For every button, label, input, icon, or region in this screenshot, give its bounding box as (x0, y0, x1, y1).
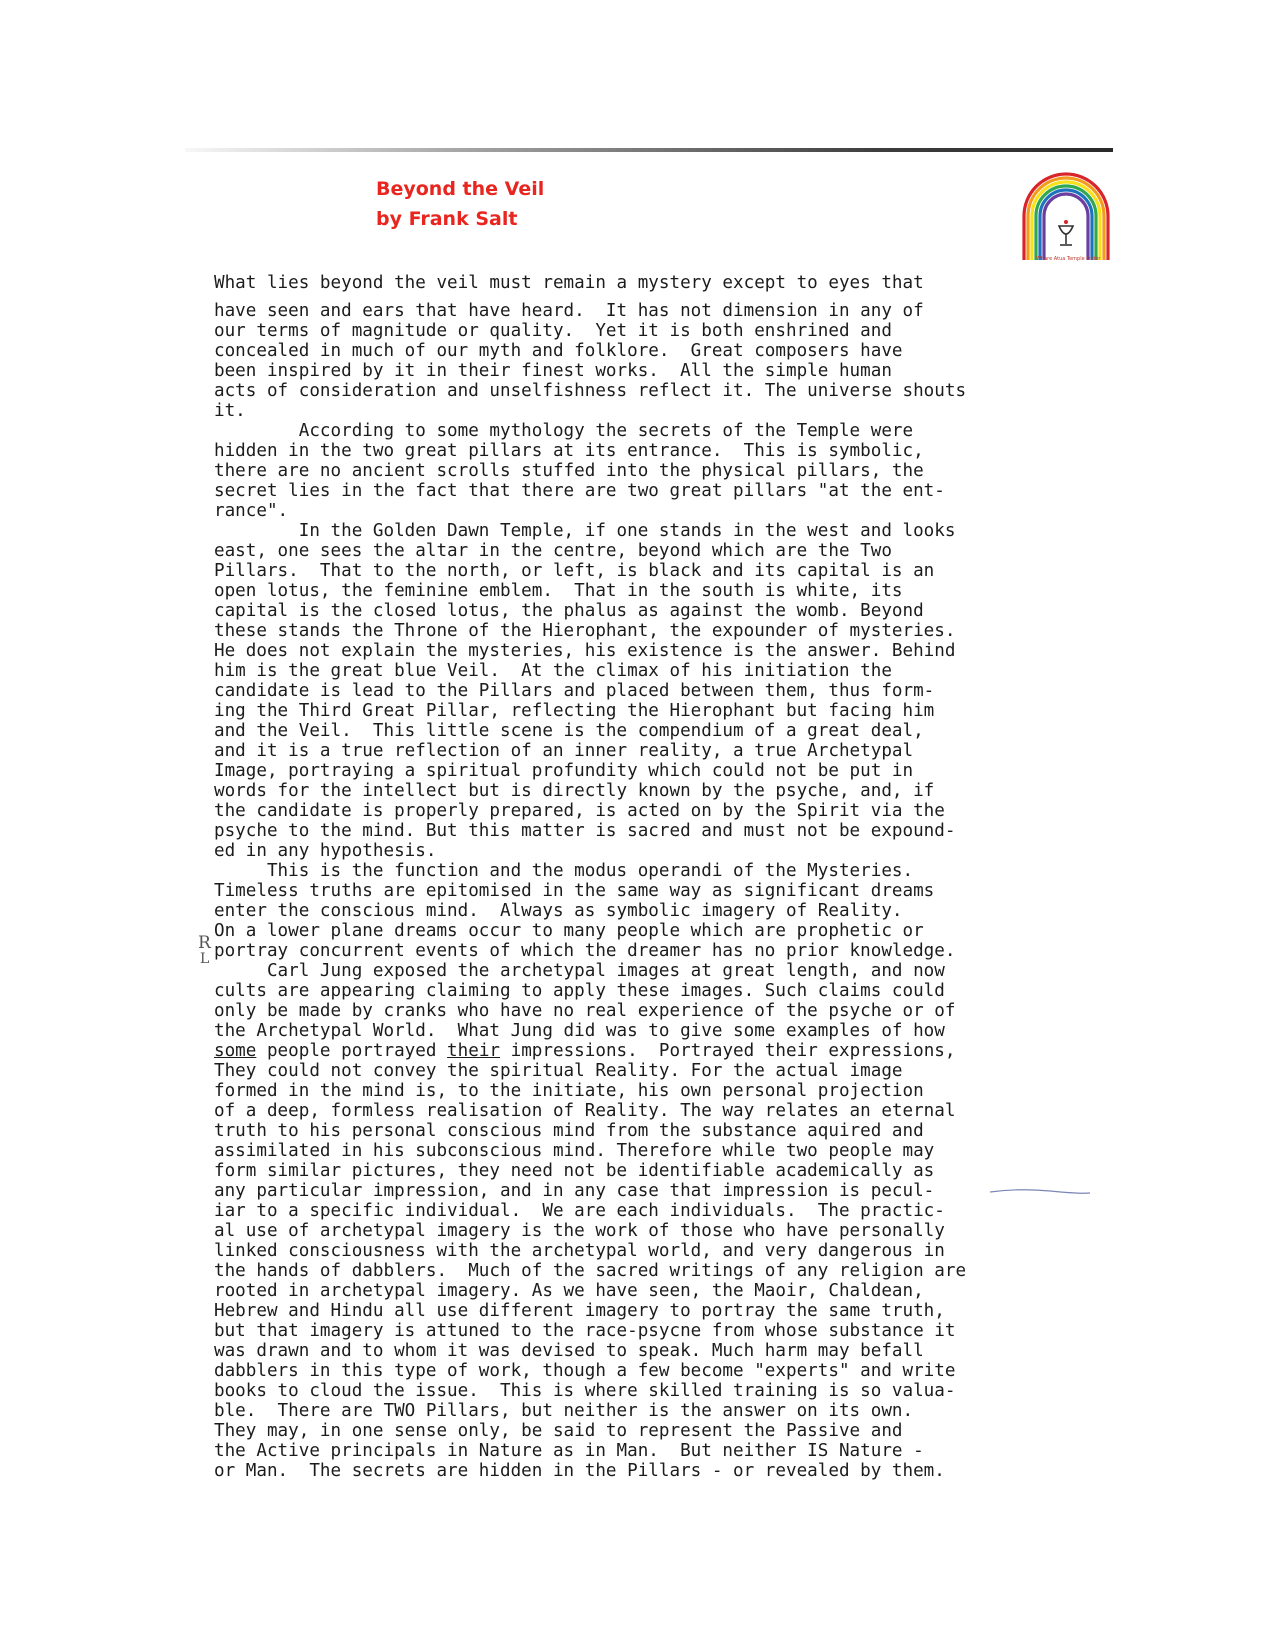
pen-scribble (990, 1184, 1090, 1198)
body-line: psyche to the mind. But this matter is sacred and must not be expound- (214, 821, 956, 841)
body-line: the hands of dabblers. Much of the sacred writings of any religion are (214, 1261, 967, 1281)
rainbow-arch-with-chalice-icon (1018, 168, 1114, 266)
body-line: Image, portraying a spiritual profundity which could not be put in (214, 761, 914, 781)
body-line: him is the great blue Veil. At the climax of his initiation the (214, 661, 892, 681)
body-line: open lotus, the feminine emblem. That in the south is white, its (214, 581, 903, 601)
body-line: dabblers in this type of work, though a few become "experts" and write (214, 1361, 956, 1381)
body-line: rance". (214, 501, 289, 521)
body-line: Hebrew and Hindu all use different imagery to portray the same truth, (214, 1301, 945, 1321)
body-line: Carl Jung exposed the archetypal images at great length, and now (214, 961, 945, 981)
body-line: This is the function and the modus operandi of the Mysteries. (214, 861, 914, 881)
logo-caption: Whare Atua Temple Order (1036, 256, 1101, 262)
body-line: the Archetypal World. What Jung did was to give some examples of how (214, 1021, 945, 1041)
body-line: ed in any hypothesis. (214, 841, 437, 861)
body-line: and the Veil. This little scene is the compendium of a great deal, (214, 721, 924, 741)
body-line: According to some mythology the secrets of the Temple were (214, 421, 914, 441)
body-line: They could not convey the spiritual Reality. For the actual image (214, 1061, 903, 1081)
body-line: our terms of magnitude or quality. Yet it is both enshrined and (214, 321, 892, 341)
body-line: it. (214, 401, 246, 421)
body-line: candidate is lead to the Pillars and placed between them, thus form- (214, 681, 935, 701)
body-line: They may, in one sense only, be said to represent the Passive and (214, 1421, 903, 1441)
body-line: been inspired by it in their finest works. All the simple human (214, 361, 892, 381)
body-line: any particular impression, and in any case that impression is pecul- (214, 1181, 935, 1201)
body-line: form similar pictures, they need not be identifiable academically as (214, 1161, 935, 1181)
body-line: the Active principals in Nature as in Man. But neither IS Nature - (214, 1441, 924, 1461)
margin-mark-l: L (200, 951, 210, 967)
body-line: rooted in archetypal imagery. As we have seen, the Maoir, Chaldean, (214, 1281, 924, 1301)
body-line: assimilated in his subconscious mind. Therefore while two people may (214, 1141, 935, 1161)
body-line: secret lies in the fact that there are two great pillars "at the ent- (214, 481, 945, 501)
body-line: He does not explain the mysteries, his existence is the answer. Behind (214, 641, 956, 661)
body-line: What lies beyond the veil must remain a mystery except to eyes that (214, 273, 924, 293)
document-byline: by Frank Salt (376, 208, 518, 230)
body-line: concealed in much of our myth and folklore. Great composers have (214, 341, 903, 361)
body-line: enter the conscious mind. Always as symbolic imagery of Reality. (214, 901, 903, 921)
title-block (376, 174, 544, 234)
body-line: words for the intellect but is directly known by the psyche, and, if (214, 781, 935, 801)
body-line: In the Golden Dawn Temple, if one stands in the west and looks (214, 521, 956, 541)
body-line: ing the Third Great Pillar, reflecting the Hierophant but facing him (214, 701, 935, 721)
body-line: truth to his personal conscious mind from the substance aquired and (214, 1121, 924, 1141)
body-line: capital is the closed lotus, the phalus as against the womb. Beyond (214, 601, 924, 621)
body-line: On a lower plane dreams occur to many people which are prophetic or (214, 921, 924, 941)
body-line: books to cloud the issue. This is where skilled training is so valua- (214, 1381, 956, 1401)
body-line: iar to a specific individual. We are each individuals. The practic- (214, 1201, 945, 1221)
body-line: cults are appearing claiming to apply these images. Such claims could (214, 981, 945, 1001)
body-line: linked consciousness with the archetypal world, and very dangerous in (214, 1241, 945, 1261)
document-title: Beyond the Veil (376, 178, 545, 200)
body-line: or Man. The secrets are hidden in the Pillars - or revealed by them. (214, 1461, 945, 1481)
body-line: some people portrayed their impressions. Portrayed their expressions, (214, 1041, 956, 1061)
body-line: there are no ancient scrolls stuffed into the physical pillars, the (214, 461, 924, 481)
body-line: portray concurrent events of which the dreamer has no prior knowledge. (214, 941, 956, 961)
body-line: these stands the Throne of the Hierophant, the expounder of mysteries. (214, 621, 956, 641)
body-line: formed in the mind is, to the initiate, his own personal projection (214, 1081, 924, 1101)
body-line: ble. There are TWO Pillars, but neither is the answer on its own. (214, 1401, 914, 1421)
body-line: Pillars. That to the north, or left, is black and its capital is an (214, 561, 935, 581)
body-line: acts of consideration and unselfishness reflect it. The universe shouts (214, 381, 967, 401)
body-line: only be made by cranks who have no real experience of the psyche or of (214, 1001, 956, 1021)
body-line: have seen and ears that have heard. It has not dimension in any of (214, 301, 924, 321)
body-line: but that imagery is attuned to the race-psycne from whose substance it (214, 1321, 956, 1341)
body-line: the candidate is properly prepared, is acted on by the Spirit via the (214, 801, 945, 821)
typed-body-text (214, 273, 1094, 1481)
body-line: east, one sees the altar in the centre, beyond which are the Two (214, 541, 892, 561)
body-line: and it is a true reflection of an inner reality, a true Archetypal (214, 741, 914, 761)
page-top-rule (185, 148, 1113, 152)
margin-mark-r: R (198, 933, 211, 953)
body-line: al use of archetypal imagery is the work of those who have personally (214, 1221, 945, 1241)
body-line: hidden in the two great pillars at its entrance. This is symbolic, (214, 441, 924, 461)
body-line: Timeless truths are epitomised in the same way as significant dreams (214, 881, 935, 901)
body-line: was drawn and to whom it was devised to speak. Much harm may befall (214, 1341, 924, 1361)
body-line: of a deep, formless realisation of Reality. The way relates an eternal (214, 1101, 956, 1121)
